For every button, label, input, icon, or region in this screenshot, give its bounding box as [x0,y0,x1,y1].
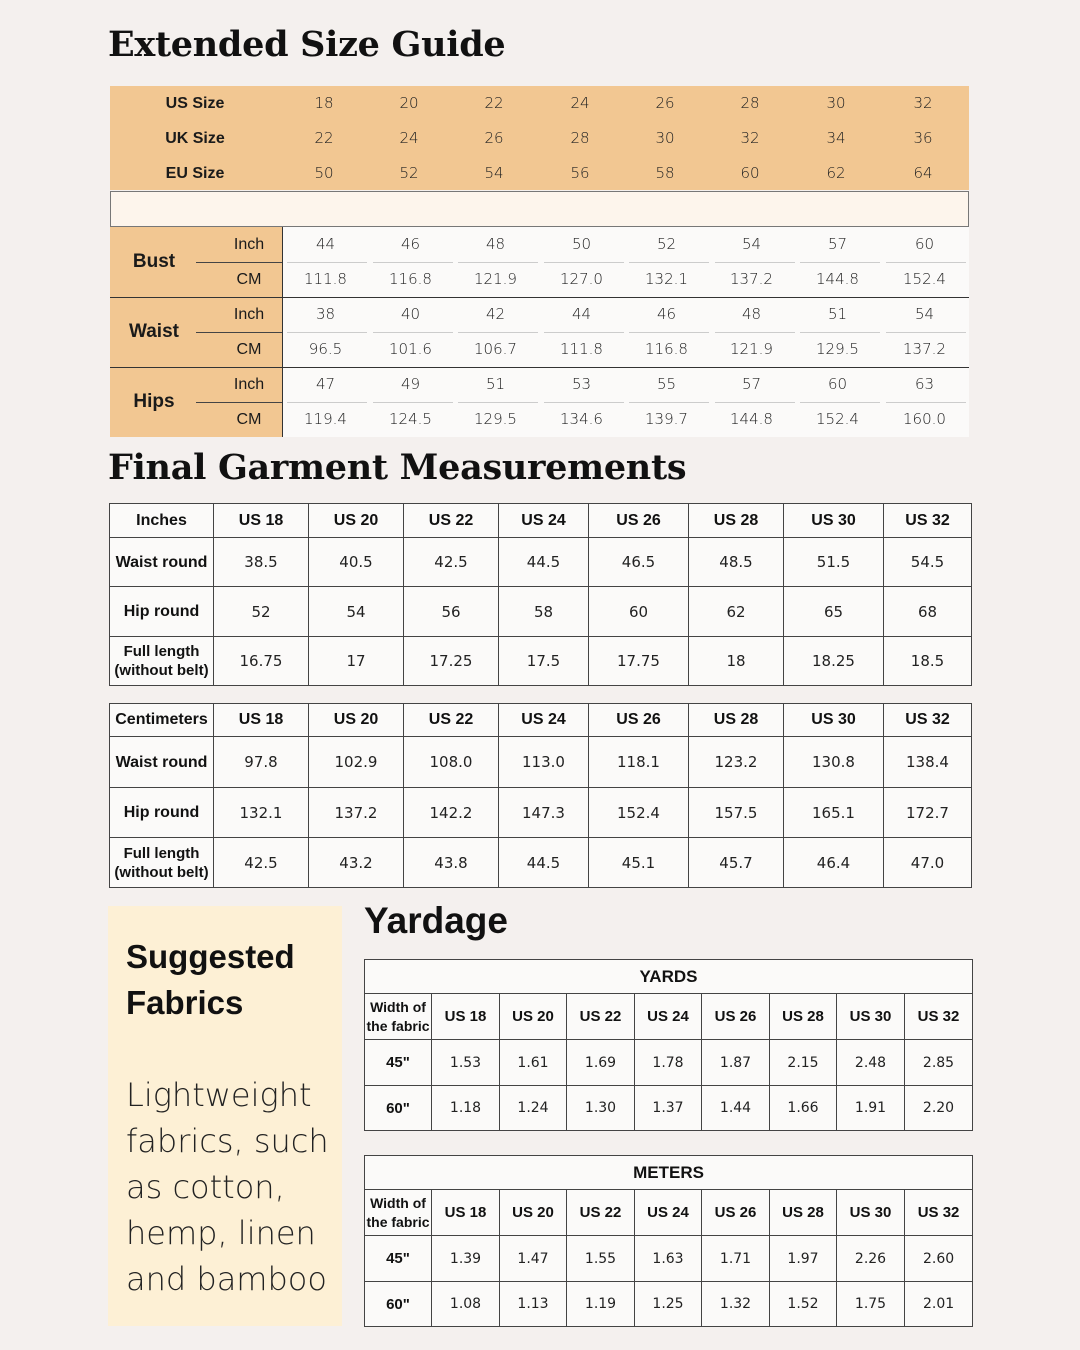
table-cell: 1.37 [635,1086,702,1131]
size-column-header: US 28 [689,504,784,538]
fabrics-text-line: fabrics, such [126,1122,329,1160]
garment-measurements-title: Final Garment Measurements [108,447,687,488]
size-value: 60 [740,164,760,182]
inch-value: 60 [827,375,848,393]
table-row [110,637,972,686]
measurement-group-label: Hips [133,391,175,412]
table-cell: 42.5 [404,538,499,587]
size-column-header: US 24 [635,1190,702,1236]
cm-unit-label: CM [236,341,262,358]
table-cell: 2.26 [837,1236,905,1282]
yards-corner-label [365,994,432,1040]
fabrics-text-line: Lightweight [126,1076,312,1114]
us-size-row [110,86,969,121]
size-guide-title: Extended Size Guide [108,24,506,65]
size-column-header: US 22 [404,704,499,737]
table-cell: 1.63 [635,1236,702,1282]
table-row [365,1040,973,1086]
table-cell: 152.4 [589,788,689,838]
table-cell: 1.13 [500,1282,567,1327]
table-cell: 113.0 [499,737,589,788]
inch-value: 38 [315,305,336,323]
table-cell: 157.5 [689,788,784,838]
column-guide [373,402,453,403]
table-cell: 45.7 [689,838,784,888]
size-column-header: US 22 [567,1190,635,1236]
size-column-header: US 18 [432,1190,500,1236]
yards-caption: YARDS [365,960,973,994]
table-cell: 52 [214,587,309,637]
table-cell: 38.5 [214,538,309,587]
table-cell: 165.1 [784,788,884,838]
yardage-title: Yardage [364,900,508,941]
size-spacer-band [110,191,969,227]
table-cell: 46.5 [589,538,689,587]
table-cell: 1.78 [635,1040,702,1086]
size-value: 52 [399,164,419,182]
row-label-line: Full length [123,844,200,862]
table-cell: 44.5 [499,838,589,888]
table-cell: 147.3 [499,788,589,838]
table-cell: 1.19 [567,1282,635,1327]
table-cell: 62 [689,587,784,637]
size-column-header: US 28 [770,1190,837,1236]
table-cell: 1.30 [567,1086,635,1131]
corner-line: the fabric [366,1213,430,1230]
size-value: 58 [655,164,675,182]
table-cell: 1.32 [702,1282,770,1327]
size-column-header: US 30 [784,504,884,538]
column-guide [800,262,880,263]
cm-value: 139.7 [645,410,688,428]
uk-size-label: UK Size [165,130,225,147]
table-cell: 102.9 [309,737,404,788]
inch-value: 47 [315,375,336,393]
table-cell: 17.25 [404,637,499,686]
inch-value: 57 [827,235,848,253]
column-guide [373,262,453,263]
row-label-line: (without belt) [114,662,209,679]
table-cell: 142.2 [404,788,499,838]
column-guide [800,332,880,333]
column-guide [886,402,966,403]
inch-value: 57 [741,375,762,393]
size-value: 30 [826,94,846,112]
column-guide [715,332,795,333]
row-label: Hip round [110,788,214,838]
row-label: Waist round [110,737,214,788]
cm-value: 137.2 [903,340,946,358]
table-cell: 1.75 [837,1282,905,1327]
size-column-header: US 20 [500,1190,567,1236]
cm-value: 129.5 [816,340,859,358]
cm-value: 152.4 [816,410,859,428]
table-cell: 1.25 [635,1282,702,1327]
size-value: 64 [913,164,933,182]
group-separator [110,297,969,298]
fabrics-text-line: hemp, linen [126,1214,316,1252]
cm-value: 124.5 [389,410,432,428]
table-row [110,538,972,587]
size-column-header: US 18 [214,504,309,538]
cm-value: 129.5 [474,410,517,428]
measurement-group-waist [110,297,282,367]
table-cell: 68 [884,587,972,637]
table-cell: 1.39 [432,1236,500,1282]
measurement-group-label: Waist [129,321,179,342]
cm-value: 111.8 [560,340,603,358]
table-row [365,1236,973,1282]
inch-value: 52 [656,235,677,253]
table-cell: 2.60 [905,1236,973,1282]
table-cell: 44.5 [499,538,589,587]
table-cell: 45.1 [589,838,689,888]
yards-table [364,959,973,1131]
size-header-block [110,86,969,190]
garment-cm-table [109,703,972,888]
uk-size-row [110,121,969,156]
column-guide [544,402,624,403]
row-label-line: (without belt) [114,863,209,881]
meters-caption: METERS [365,1156,973,1190]
table-cell: 17.75 [589,637,689,686]
size-column-header: US 26 [589,704,689,737]
measurement-group-bust [110,227,282,297]
inch-value: 54 [741,235,762,253]
size-column-header: US 20 [309,704,404,737]
yards-header-row [365,994,973,1040]
cm-value: 111.8 [304,270,347,288]
measurement-group-hips [110,367,282,437]
table-row [110,587,972,637]
inch-value: 44 [571,305,592,323]
size-value: 54 [484,164,504,182]
table-cell: 2.48 [837,1040,905,1086]
size-column-header: US 24 [499,704,589,737]
table-cell: 123.2 [689,737,784,788]
table-cell: 97.8 [214,737,309,788]
column-guide [458,332,538,333]
row-label [110,637,214,686]
cm-value: 152.4 [903,270,946,288]
inch-value: 51 [485,375,506,393]
table-cell: 43.2 [309,838,404,888]
table-cell: 130.8 [784,737,884,788]
cm-unit-label: CM [236,411,262,428]
row-label: Waist round [110,538,214,587]
inch-value: 49 [400,375,421,393]
table-cell: 47.0 [884,838,972,888]
size-value: 18 [314,94,334,112]
column-guide [629,332,709,333]
table-cell: 2.15 [770,1040,837,1086]
measurement-values [282,297,969,367]
meters-table [364,1155,973,1327]
table-cell: 118.1 [589,737,689,788]
size-column-header: US 22 [404,504,499,538]
table-cell: 54 [309,587,404,637]
table-cell: 1.18 [432,1086,500,1131]
cm-value: 144.8 [730,410,773,428]
size-value: 22 [314,129,334,147]
column-guide [373,332,453,333]
inch-unit-label: Inch [233,306,265,323]
size-column-header: US 26 [589,504,689,538]
inch-value: 50 [571,235,592,253]
cm-value: 116.8 [389,270,432,288]
size-value: 56 [570,164,590,182]
row-label: 45" [365,1236,432,1282]
size-value: 22 [484,94,504,112]
table-cell: 42.5 [214,838,309,888]
suggested-fabrics-text [126,1072,341,1302]
table-cell: 1.53 [432,1040,500,1086]
table-row [365,1086,973,1131]
size-guide-table [110,86,969,437]
table-row [110,838,972,888]
row-label: 45" [365,1040,432,1086]
table-cell: 1.55 [567,1236,635,1282]
table-cell: 2.20 [905,1086,973,1131]
inch-value: 40 [400,305,421,323]
table-cell: 58 [499,587,589,637]
measurement-values [282,367,969,437]
inch-value: 54 [914,305,935,323]
meters-header-row [365,1190,973,1236]
column-guide [287,262,367,263]
table-cell: 1.61 [500,1040,567,1086]
inches-corner-label: Inches [110,504,214,538]
corner-line: Width of [370,998,426,1015]
size-column-header: US 28 [689,704,784,737]
size-value: 62 [826,164,846,182]
garment-cm-header-row [110,704,972,737]
inch-value: 63 [914,375,935,393]
inch-value: 55 [656,375,677,393]
table-cell: 17.5 [499,637,589,686]
inch-value: 60 [914,235,935,253]
size-column-header: US 18 [214,704,309,737]
table-cell: 1.69 [567,1040,635,1086]
column-guide [800,402,880,403]
inch-value: 48 [485,235,506,253]
table-cell: 1.08 [432,1282,500,1327]
table-cell: 172.7 [884,788,972,838]
cm-value: 134.6 [560,410,603,428]
row-label: 60" [365,1282,432,1327]
cm-value: 121.9 [730,340,773,358]
inch-unit-label: Inch [233,376,265,393]
fabrics-title-line: Suggested [126,938,295,975]
eu-size-row [110,156,969,191]
row-label: Hip round [110,587,214,637]
fabrics-title-line: Fabrics [126,984,244,1021]
inch-unit-label: Inch [233,236,265,253]
table-cell: 1.97 [770,1236,837,1282]
table-cell: 54.5 [884,538,972,587]
group-separator [110,367,969,368]
meters-caption-row [365,1156,973,1190]
corner-line: Width of [370,1194,426,1211]
size-column-header: US 20 [500,994,567,1040]
cm-value: 132.1 [645,270,688,288]
column-guide [886,332,966,333]
table-cell: 1.87 [702,1040,770,1086]
table-cell: 1.91 [837,1086,905,1131]
table-cell: 138.4 [884,737,972,788]
size-value: 20 [399,94,419,112]
table-cell: 2.85 [905,1040,973,1086]
table-cell: 1.66 [770,1086,837,1131]
inch-value: 48 [741,305,762,323]
column-guide [544,262,624,263]
column-guide [458,402,538,403]
column-guide [715,402,795,403]
size-column-header: US 32 [884,704,972,737]
cm-value: 144.8 [816,270,859,288]
size-value: 26 [484,129,504,147]
cm-value: 160.0 [903,410,946,428]
size-column-header: US 24 [635,994,702,1040]
size-column-header: US 18 [432,994,500,1040]
table-cell: 56 [404,587,499,637]
measurement-group-label: Bust [132,251,176,272]
eu-size-label: EU Size [165,165,225,182]
fabrics-text-line: as cotton, [126,1168,285,1206]
garment-inches-table [109,503,972,686]
size-column-header: US 30 [784,704,884,737]
size-column-header: US 26 [702,994,770,1040]
size-value: 36 [913,129,933,147]
table-cell: 51.5 [784,538,884,587]
table-cell: 18.5 [884,637,972,686]
table-cell: 1.52 [770,1282,837,1327]
column-guide [629,402,709,403]
table-cell: 137.2 [309,788,404,838]
table-cell: 65 [784,587,884,637]
size-value: 34 [826,129,846,147]
size-column-header: US 30 [837,1190,905,1236]
size-column-header: US 20 [309,504,404,538]
column-guide [886,262,966,263]
column-guide [458,262,538,263]
table-cell: 1.44 [702,1086,770,1131]
row-label: 60" [365,1086,432,1131]
cm-value: 116.8 [645,340,688,358]
column-guide [715,262,795,263]
size-column-header: US 24 [499,504,589,538]
row-label-line: Full length [123,643,200,660]
size-value: 24 [570,94,590,112]
column-guide [287,332,367,333]
cm-value: 127.0 [560,270,603,288]
table-cell: 46.4 [784,838,884,888]
table-cell: 48.5 [689,538,784,587]
size-column-header: US 30 [837,994,905,1040]
table-row [110,788,972,838]
inch-value: 42 [485,305,506,323]
size-value: 28 [740,94,760,112]
table-cell: 18.25 [784,637,884,686]
measurement-values [282,227,969,297]
size-column-header: US 22 [567,994,635,1040]
inch-value: 53 [571,375,592,393]
corner-line: the fabric [366,1017,430,1034]
inch-value: 46 [400,235,421,253]
table-cell: 2.01 [905,1282,973,1327]
us-size-label: US Size [165,95,225,112]
size-column-header: US 32 [884,504,972,538]
column-guide [629,262,709,263]
size-value: 32 [913,94,933,112]
inch-value: 51 [827,305,848,323]
cm-unit-label: CM [236,271,262,288]
table-cell: 17 [309,637,404,686]
suggested-fabrics-panel [108,906,342,1326]
table-cell: 132.1 [214,788,309,838]
inch-value: 46 [656,305,677,323]
cm-corner-label: Centimeters [110,704,214,737]
inch-value: 44 [315,235,336,253]
size-value: 50 [314,164,334,182]
table-cell: 43.8 [404,838,499,888]
cm-value: 121.9 [474,270,517,288]
table-row [365,1282,973,1327]
size-value: 32 [740,129,760,147]
table-row [110,737,972,788]
cm-value: 101.6 [389,340,432,358]
table-cell: 18 [689,637,784,686]
cm-value: 119.4 [304,410,347,428]
size-column-header: US 32 [905,1190,973,1236]
cm-value: 96.5 [308,340,343,358]
table-cell: 1.24 [500,1086,567,1131]
table-cell: 1.71 [702,1236,770,1282]
cm-value: 106.7 [474,340,517,358]
table-cell: 108.0 [404,737,499,788]
body-measurements [110,227,969,437]
cm-value: 137.2 [730,270,773,288]
meters-corner-label [365,1190,432,1236]
garment-inches-header-row [110,504,972,538]
size-column-header: US 32 [905,994,973,1040]
size-value: 28 [570,129,590,147]
size-value: 24 [399,129,419,147]
table-cell: 16.75 [214,637,309,686]
column-guide [287,402,367,403]
size-value: 26 [655,94,675,112]
size-column-header: US 26 [702,1190,770,1236]
table-cell: 40.5 [309,538,404,587]
row-label [110,838,214,888]
size-value: 30 [655,129,675,147]
fabrics-text-line: and bamboo [126,1260,327,1298]
table-cell: 60 [589,587,689,637]
size-column-header: US 28 [770,994,837,1040]
table-cell: 1.47 [500,1236,567,1282]
column-guide [544,332,624,333]
yards-caption-row [365,960,973,994]
suggested-fabrics-title [126,934,336,1026]
